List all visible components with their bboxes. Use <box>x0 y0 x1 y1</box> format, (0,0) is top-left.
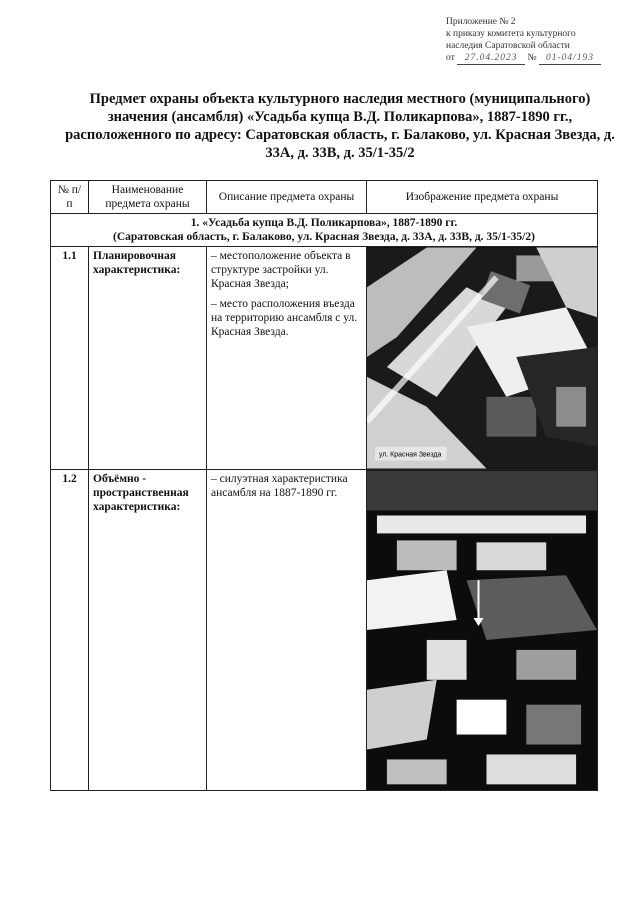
header-row <box>51 181 598 214</box>
header-num: № п/п <box>51 181 89 214</box>
date-value: 27.04.2023 <box>457 52 525 65</box>
section-title: 1. «Усадьба купца В.Д. Поликарпова», 1887-1890 гг. <box>190 217 458 229</box>
number-prefix: № <box>527 53 537 63</box>
page-title: Предмет охраны объекта культурного наследия местного (муниципального) значения (ансамбля) «Усадьба купца В.Д. Поликарпова», 1887-1890 гг., расположенного по адресу: Саратовская область, г. Балаково, ул. Красная Звезда, д. 33А, д. 33В, д. 35/1-35/2 <box>65 91 615 161</box>
section-row <box>51 214 598 247</box>
row-number: 1.1 <box>51 247 89 470</box>
section-address: (Саратовская область, г. Балаково, ул. Красная Звезда, д. 33А, д. 33В, д. 35/1-35/2) <box>113 231 535 243</box>
header-desc: Описание предмета охраны <box>207 181 367 214</box>
annex-line-2: к приказу комитета культурного <box>446 29 576 39</box>
description-item: – место расположения въезда на территорию ансамбля с ул. Красная Звезда. <box>211 298 358 338</box>
annex-line-1: Приложение № 2 <box>446 17 516 27</box>
date-prefix: от <box>446 53 455 63</box>
row-name: Объёмно - пространственная характеристика: <box>89 470 207 791</box>
table-row <box>51 470 598 791</box>
row-number: 1.2 <box>51 470 89 791</box>
photo-caption: ул. Красная Звезда <box>378 451 442 459</box>
aerial-photo <box>367 247 597 469</box>
number-value: 01-04/193 <box>539 52 601 65</box>
protection-table <box>50 180 598 791</box>
aerial-photo <box>367 470 597 790</box>
header-name: Наименование предмета охраны <box>89 181 207 214</box>
description-item: – силуэтная характеристика ансамбля на 1887-1890 гг. <box>211 473 348 499</box>
row-description <box>207 470 367 791</box>
image-cell <box>367 247 598 470</box>
description-item: – местоположение объекта в структуре застройки ул. Красная Звезда; <box>211 250 351 290</box>
image-cell <box>367 470 598 791</box>
annex-line-3: наследия Саратовской области <box>446 41 570 51</box>
annex-block <box>446 16 631 65</box>
annex-date-line <box>446 52 631 65</box>
row-name: Планировочная характеристика: <box>89 247 207 470</box>
header-image: Изображение предмета охраны <box>367 181 598 214</box>
row-description <box>207 247 367 470</box>
table-row <box>51 247 598 470</box>
